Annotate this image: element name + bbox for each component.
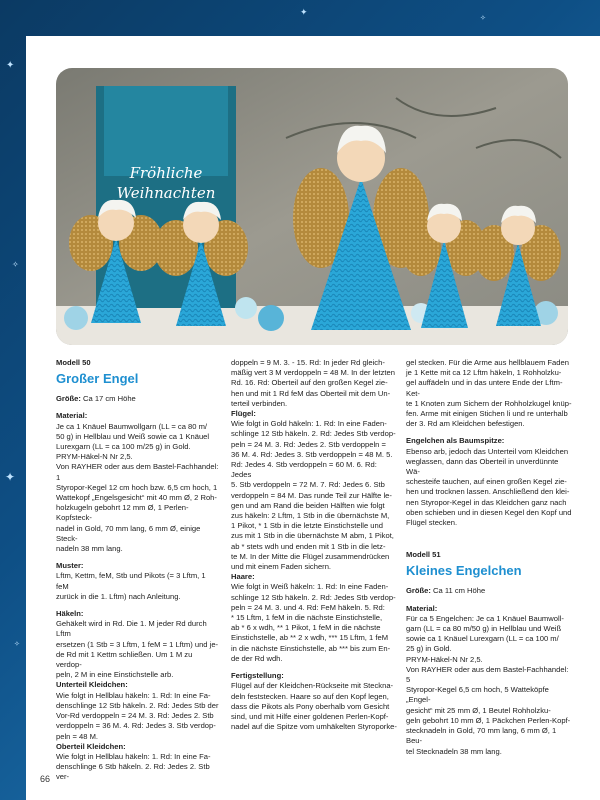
star-decoration-icon: ✦ [300, 8, 308, 18]
ornament-ball-icon [235, 297, 257, 319]
watermark: PassionForum.ru [509, 782, 592, 793]
section-heading: Unterteil Kleidchen: [56, 680, 128, 690]
pattern-title: Kleines Engelchen [406, 563, 522, 579]
section-heading: Flügel: [231, 409, 256, 419]
model-number: Modell 50 [56, 358, 91, 367]
pattern-title: Großer Engel [56, 371, 139, 387]
book-title-line2: Weihnachten [116, 184, 216, 202]
material-list: Je ca 1 Knäuel Baumwollgarn (LL = ca 80 m/ 50 g) in Hellblau und Weiß sowie ca 1 Knäuel Lurexgarn (LL = ca 100 m/25 g) in Gold. PRYM-Häkel-N Nr 2,5. Von RAYHER oder aus dem Bastel-Fachhandel: 1 Styropor-Kegel 12 cm hoch bzw. 6,5 cm hoch, 1 Wattekopf „Engelsgesicht“ mit 40 mm Ø, 2 Roh- holzkugeln gebohrt 12 mm Ø, 1 Perlen-Kopfsteck- nadel in Gold, 70 mm lang, 6 mm Ø, einige Steck- nadeln 38 mm lang. [56, 421, 219, 554]
ornament-ball-icon [258, 305, 284, 331]
text-column-1: Modell 50 Großer Engel Größe: Ca 17 cm Höhe Material: Je ca 1 Knäuel Baumwollgarn (LL = ca 80 m/ 50 g) in Hellblau und Weiß sowie ca 1 Knäuel Lurexgarn (LL = ca 100 m/25 g) in Gold. PRYM-Häkel-N Nr 2,5. Von RAYHER oder aus dem Bastel-Fachhandel: 1 Styropor-Kegel 12 cm hoch bzw. 6,5 cm hoch, 1 Wattekopf „Engelsgesicht“ mit 40 mm Ø, 2 Roh- holzkugeln gebohrt 12 mm Ø, 1 Perlen-Kopfsteck- nadel in Gold, 70 mm lang, 6 mm Ø, einige Steck- nadeln 38 mm lang. Muster: Lftm, Kettm, feM, Stb und Pikots (= 3 Lftm, 1 feM zurück in die 1. Lftm) nach Anleitung. Häkeln: Gehäkelt wird in Rd. Die 1. M jeder Rd durch Lftm ersetzen (1 Stb = 3 Lftm, 1 feM = 1 Lftm) und je- de Rd mit 1 Kettm schließen. Um 1 M zu verdop- peln, 2 M in eine Einstichstelle arb. Unterteil Kleidchen: Wie folgt in Hellblau häkeln: 1. Rd: In eine Fa- denschlinge 12 Stb häkeln. 2. Rd: Jedes Stb der Vor-Rd verdoppeln = 24 M. 3. Rd: Jedes 2. Stb verdoppeln = 36 M. 4. Rd: Jedes 3. Stb verdop- peln = 48 M. Oberteil Kleidchen: Wie folgt in Hellblau häkeln: 1. Rd: In eine Fa- denschlinge 6 Stb häkeln. 2. Rd: Jedes 2. Stb ver- [56, 358, 219, 782]
star-decoration-icon: ✦ [6, 60, 15, 71]
section-heading: Oberteil Kleidchen: [56, 741, 126, 751]
star-decoration-icon: ✧ [480, 14, 486, 22]
size-line: Größe: Ca 17 cm Höhe [56, 394, 136, 404]
magazine-page [26, 36, 600, 800]
text-column-2: doppeln = 9 M. 3. - 15. Rd: In jeder Rd gleich- mäßig vert 3 M verdoppeln = 48 M. In der letzten Rd. 16. Rd: Oberteil auf den großen Kegel zie- hen und mit 1 Rd feM das Oberteil mit dem Un- terteil verbinden. Flügel: Wie folgt in Gold häkeln: 1. Rd: In eine Faden- schlinge 12 Stb häkeln. 2. Rd: Jedes Stb verdop- peln = 24 M. 3. Rd: Jedes 2. Stb verdoppeln = 36 M. 4. Rd: Jedes 3. Stb verdoppeln = 48 M. 5. Rd: Jedes 4. Stb verdoppeln = 60 M. 6. Rd: Jedes 5. Stb verdoppeln = 72 M. 7. Rd: Jedes 6. Stb verdoppeln = 84 M. Das runde Teil zur Hälfte le- gen und am Rand die beiden Hälften wie folgt zus häkeln: 2 Lftm, 1 Stb in die übernächste M, 1 Pikot, * 1 Stb in die letzte Einstichstelle und zus mit 1 Stb in die übernächste M abm, 1 Pikot, ab * stets wdh und enden mit 1 Stb in die letz- te M. In der Mitte die Flügel zusammendrücken und mit einem Faden sichern. Haare: Wie folgt in Weiß häkeln: 1. Rd: In eine Faden- schlinge 12 Stb häkeln. 2. Rd: Jedes Stb verdop- peln = 24 M. 3. und 4. Rd: FeM häkeln. 5. Rd: * 15 Lftm, 1 feM in die nächste Einstichstelle, ab * 6 x wdh, ** 1 Pikot, 1 feM in die nächste Einstichstelle, ab ** 2 x wdh, *** 15 Lftm, 1 feM in die nächste Einstichstelle, ab *** bis zum En- de der Rd wdh. Fertigstellung: Flügel auf der Kleidchen-Rückseite mit Steckna- deln feststecken. Haare so auf den Kopf legen, dass die Pikots als Pony oberhalb vom Gesicht sind, und mit Hilfe einer goldenen Perlen-Kopf- nadel auf die Spitze vom umhäkelten Styroporke- [231, 358, 397, 732]
angels-photo [56, 68, 568, 345]
star-decoration-icon: ✧ [14, 640, 20, 648]
star-decoration-icon: ✧ [12, 260, 19, 269]
section-heading: Material: [406, 603, 438, 613]
section-heading: Fertigstellung: [231, 671, 284, 681]
star-decoration-icon: ✦ [5, 470, 16, 484]
section-heading: Engelchen als Baumspitze: [406, 436, 505, 446]
model-number: Modell 51 [406, 550, 441, 560]
text-column-3: gel stecken. Für die Arme aus hellblauem Faden je 1 Kette mit ca 12 Lftm häkeln, 1 Rohholzku- gel auffädeln und in das untere Ende der Lftm-Ket- te 1 Knoten zum Sichern der Rohholzkugel knüp- fen. Arme mit einigen Stichen li und re unterhalb der 3. Rd am Kleidchen befestigen. Engelchen als Baumspitze: Ebenso arb, jedoch das Unterteil vom Kleidchen weglassen, dann das Oberteil in unverdünnte Wä- schesteife tauchen, auf einen großen Kegel zie- hen und trocknen lassen. Anschließend den klei- nen Styropor-Kegel in das Kleidchen ganz nach oben schieben und in diesen Kegel den Kopf und Flügel stecken. Modell 51 Kleines Engelchen Größe: Ca 11 cm Höhe Material: Für ca 5 Engelchen: Je ca 1 Knäuel Baumwoll- garn (LL = ca 80 m/50 g) in Hellblau und Weiß sowie ca 1 Knäuel Lurexgarn (LL = ca 100 m/ 25 g) in Gold. PRYM-Häkel-N Nr 2,5. Von RAYHER oder aus dem Bastel-Fachhandel: 5 Styropor-Kegel 6,5 cm hoch, 5 Watteköpfe „Engel- gesicht“ mit 25 mm Ø, 1 Beutel Rohholzku- geln gebohrt 10 mm Ø, 1 Päckchen Perlen-Kopf- stecknadeln in Gold, 70 mm lang, 6 mm Ø, 1 Beu- tel Stecknadeln 38 mm lang. [406, 358, 574, 757]
section-heading: Muster: [56, 561, 84, 571]
section-heading: Material: [56, 411, 88, 421]
page-number: 66 [40, 774, 51, 784]
ornament-ball-icon [64, 306, 88, 330]
size-line: Größe: Ca 11 cm Höhe [406, 586, 486, 596]
book-title-line1: Fröhliche [129, 164, 203, 182]
section-heading: Häkeln: [56, 609, 84, 619]
section-heading: Haare: [231, 572, 255, 582]
